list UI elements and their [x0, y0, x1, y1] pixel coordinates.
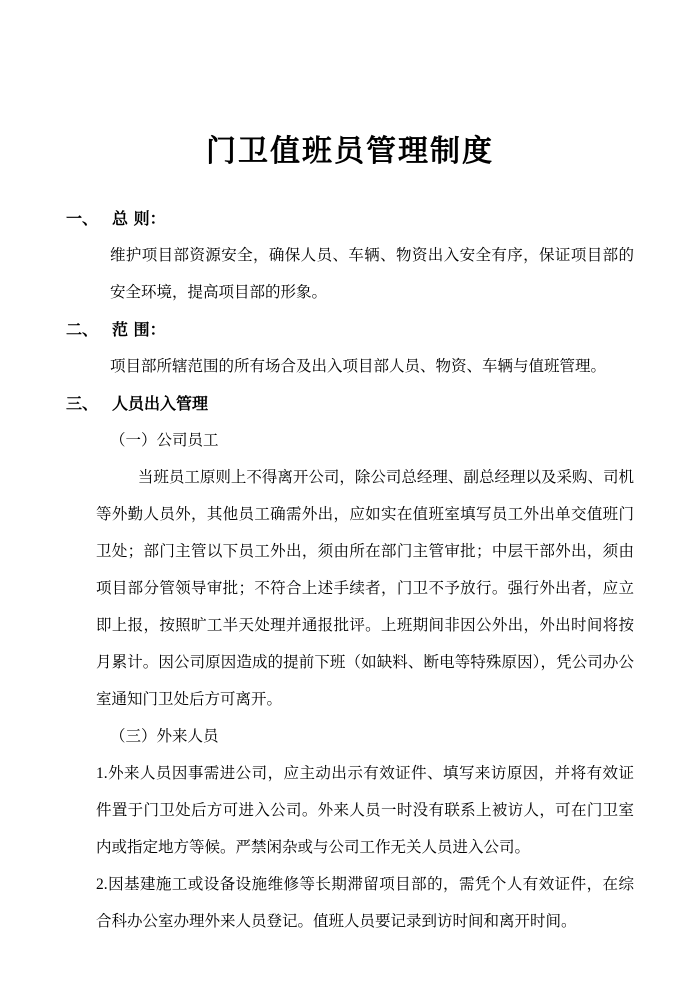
subsection-2-item-1: 1.外来人员因事需进公司，应主动出示有效证件、填写来访原因，并将有效证件置于门卫处后方可进入公司。外来人员一时没有联系上被访人，可在门卫室内或指定地方等候。严禁闲杂或与公司工作无关人员进入公司。 — [96, 765, 634, 856]
section-2-body: 项目部所辖范围的所有场合及出入项目部人员、物资、车辆与值班管理。 — [110, 358, 607, 375]
section-2-heading — [66, 311, 634, 348]
subsection-1-title: （一）公司员工 — [110, 432, 219, 449]
document-title: 门卫值班员管理制度 — [206, 134, 494, 169]
section-3-heading — [66, 385, 634, 422]
section-1-number: 一、 — [66, 209, 99, 228]
section-3-number: 三、 — [66, 394, 99, 413]
section-1-title: 总 则： — [112, 209, 166, 228]
section-3-title: 人员出入管理 — [112, 394, 209, 413]
section-2-title: 范 围： — [112, 320, 166, 339]
section-1-heading — [66, 200, 634, 237]
subsection-2-title: （三）外来人员 — [110, 728, 219, 745]
section-1-body: 维护项目部资源安全，确保人员、车辆、物资出入安全有序，保证项目部的安全环境，提高项目部的形象。 — [110, 247, 634, 301]
subsection-2-item-2: 2.因基建施工或设备设施维修等长期滞留项目部的，需凭个人有效证件，在综合科办公室办理外来人员登记。值班人员要记录到访时间和离开时间。 — [96, 876, 634, 930]
subsection-1-body: 当班员工原则上不得离开公司，除公司总经理、副总经理以及采购、司机等外勤人员外，其他员工确需外出，应如实在值班室填写员工外出单交值班门卫处；部门主管以下员工外出，须由所在部门主管审批；中层干部外出，须由项目部分管领导审批；不符合上述手续者，门卫不予放行。强行外出者，应立即上报，按照旷工半天处理并通报批评。上班期间非因公外出，外出时间将按月累计。因公司原因造成的提前下班（如缺料、断电等特殊原因），凭公司办公室通知门卫处后方可离开。 — [96, 469, 634, 708]
section-2-number: 二、 — [66, 320, 99, 339]
